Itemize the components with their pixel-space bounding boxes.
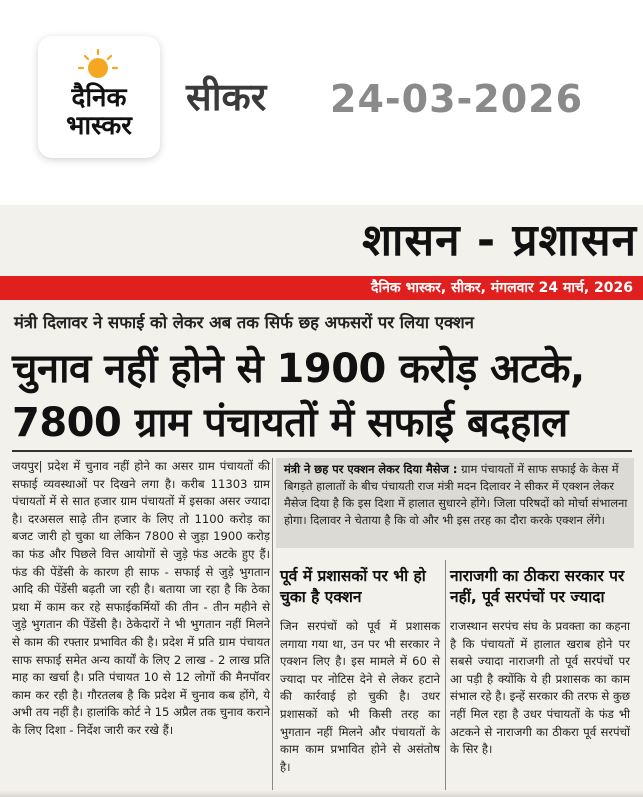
highlight-box-heading: मंत्री ने छह पर एक्शन लेकर दिया मैसेज : xyxy=(284,462,458,476)
article-column-1: जयपुर| प्रदेश में चुनाव नहीं होने का असर ग्राम पंचायतों की सफाई व्यवस्थाओं पर दिखने लगा है। करीब 11303 ग्राम पंचायतों में से सात हजार ग्राम पंचायतों में इसका असर ज्यादा है। दरअसल साढ़े तीन हजार के लिए तो 1100 करोड़ का बजट जारी हो चुका था लेकिन 7800 से जुड़ा 1900 करोड़ का फंड और पिछले वित्त आयोगों से जुड़े फंड अटके हुए हैं। फंड की पेंडेंसी के कारण ही साफ - सफाई से जुड़े भुगतान आदि की पेंडेंसी बढ़ती जा रही है। बताया जा रहा है कि ठेका प्रथा में काम कर रहे सफाईकर्मियों की तीन - तीन महीने से जुड़े भुगतान की पेंडेंसी है। ठेकेदारों ने भी भुगतान नहीं मिलने से काम की रफ्तार प्रभावित की है। प्रदेश में प्रति ग्राम पंचायत साफ सफाई समेत अन्य कार्यों के लिए 2 लाख - 2 लाख प्रति माह का खर्चा है। प्रति पंचायत 10 से 12 लोगों की मैनपॉवर काम कर रही है। गौरतलब है कि प्रदेश में चुनाव कब होंगे, ये अभी तय नहीं है। हालांकि कोर्ट ने 15 अप्रैल तक चुनाव कराने के लिए दिशा - निर्देश जारी कर रखे हैं। xyxy=(12,459,270,737)
column-2-subhead: पूर्व में प्रशासकों पर भी हो चुका है एक्शन xyxy=(280,567,426,606)
dainik-bhaskar-logo xyxy=(38,36,160,158)
column-3-subhead: नाराजगी का ठीकरा सरकार पर नहीं, पूर्व सरपंचों पर ज्यादा xyxy=(450,567,625,606)
headline-rule xyxy=(12,450,632,452)
logo-line1: दैनिक xyxy=(71,83,127,113)
article-column-2: जिन सरपंचों को पूर्व में प्रशासक लगाया गया था, उन पर भी सरकार ने एक्शन लिए है। इस मामले में 60 से ज्यादा पर नोटिस देने से लेकर हटाने की कार्रवाई हो चुकी है। उधर प्रशासकों को भी किसी तरह का भुगतान नहीं मिलने और पंचायतों के काम काम प्रभावित होने से असंतोष है। xyxy=(280,619,440,774)
city-label: सीकर xyxy=(186,75,267,119)
headline-line2: 7800 ग्राम पंचायतों में सफाई बदहाल xyxy=(12,400,568,446)
logo-line2: भास्कर xyxy=(66,111,132,141)
kicker: मंत्री दिलावर ने सफाई को लेकर अब तक सिर्फ छह अफसरों पर लिया एक्शन xyxy=(14,313,474,332)
headline-line1: चुनाव नहीं होने से 1900 करोड़ अटके, xyxy=(12,346,585,392)
dateline: दैनिक भास्कर, सीकर, मंगलवार 24 मार्च, 2026 xyxy=(371,280,633,296)
section-title: शासन - प्रशासन xyxy=(362,215,637,266)
page-edge xyxy=(0,790,643,797)
column-divider xyxy=(445,560,446,795)
highlight-box-body: ग्राम पंचायतों में साफ सफाई के केस में बिगड़ते हालातों के बीच पंचायती राज मंत्री मदन दिलावर ने सीकर में एक्शन लेकर मैसेज दिया है कि इस दिशा में हालात सुधारने होंगे। जिला परिषदों को मोर्चा संभालना होगा। दिलावर ने चेताया है कि वो और भी इस तरह का दौरा करके एक्शन लेंगे। xyxy=(284,462,628,527)
date-label: 24-03-2026 xyxy=(330,77,584,121)
highlight-box-text xyxy=(284,461,628,529)
sun-icon xyxy=(76,48,120,82)
column-divider xyxy=(272,458,273,793)
article-column-3: राजस्थान सरपंच संघ के प्रवक्ता का कहना है कि पंचायतों में हालात खराब होने पर सबसे ज्यादा नाराजगी तो पूर्व सरपंचों पर आ पड़ी है क्योंकि ये ही प्रशासक का काम संभाल रहे है। इन्हें सरकार की तरफ से कुछ नहीं मिल रहा है उधर पंचायतों के फंड भी अटकने से नाराजगी का ठीकरा पूर्व सरपंचों के सिर है। xyxy=(450,619,630,757)
